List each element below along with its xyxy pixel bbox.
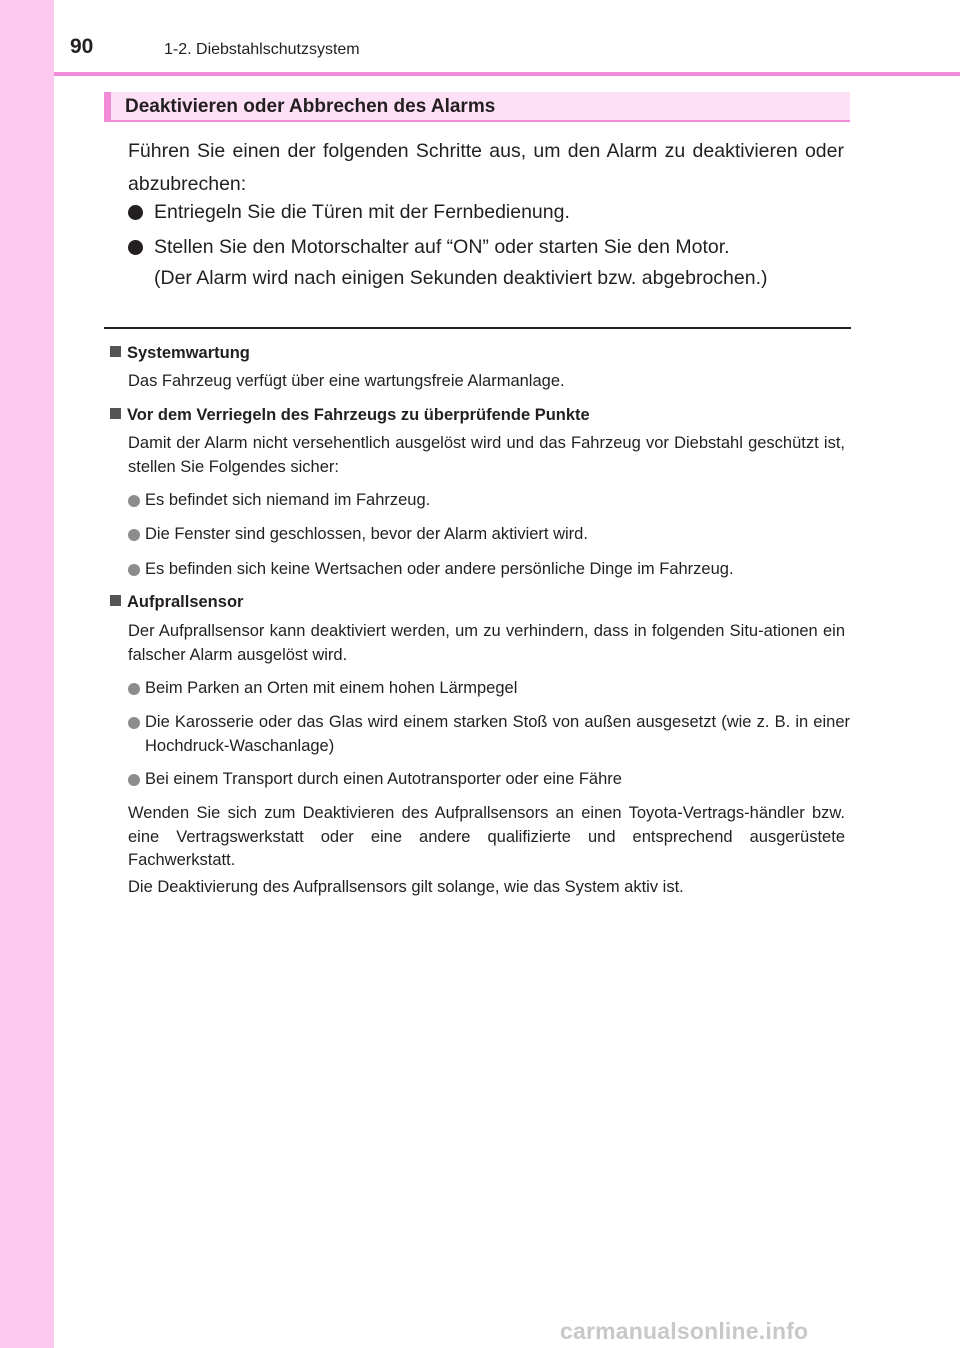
- note-title-text: Systemwartung: [127, 344, 250, 362]
- side-color-band: [0, 0, 54, 1348]
- header-area: [54, 0, 960, 72]
- note-title: [110, 342, 250, 364]
- intro-paragraph: Führen Sie einen der folgenden Schritte aus, um den Alarm zu deaktivieren oder abzubrechen:: [128, 140, 844, 195]
- list-item-text: Entriegeln Sie die Türen mit der Fernbedienung.: [154, 201, 570, 223]
- note-title: [110, 591, 243, 613]
- note-text: Damit der Alarm nicht versehentlich ausgelöst wird und das Fahrzeug vor Diebstahl geschützt ist, stellen Sie Folgendes sicher:: [128, 434, 845, 476]
- list-item-text: Beim Parken an Orten mit einem hohen Lärmpegel: [145, 679, 518, 697]
- watermark: carmanualsonline.info: [560, 1318, 809, 1344]
- list-item-text: Es befinden sich keine Wertsachen oder andere persönliche Dinge im Fahrzeug.: [145, 560, 734, 578]
- divider: [104, 327, 851, 329]
- bullet-icon: [128, 240, 143, 255]
- list-item-text: Bei einem Transport durch einen Autotransporter oder eine Fähre: [145, 770, 622, 788]
- note-title-text: Aufprallsensor: [127, 593, 244, 611]
- square-bullet-icon: [110, 595, 121, 606]
- note-text: Die Deaktivierung des Aufprallsensors gilt solange, wie das System aktiv ist.: [128, 878, 684, 896]
- list-item-text: Es befindet sich niemand im Fahrzeug.: [145, 491, 431, 509]
- list-item-text: Die Fenster sind geschlossen, bevor der Alarm aktiviert wird.: [145, 525, 588, 543]
- page-number: 90: [70, 35, 94, 58]
- bullet-icon: [128, 495, 140, 507]
- header-rule: [54, 72, 960, 76]
- bullet-icon: [128, 717, 140, 729]
- list-item-subtext: (Der Alarm wird nach einigen Sekunden deaktiviert bzw. abgebrochen.): [154, 267, 768, 289]
- bullet-icon: [128, 774, 140, 786]
- note-text: Das Fahrzeug verfügt über eine wartungsfreie Alarmanlage.: [128, 372, 565, 390]
- square-bullet-icon: [110, 408, 121, 419]
- chapter-title: 1-2. Diebstahlschutzsystem: [164, 41, 360, 58]
- bullet-icon: [128, 564, 140, 576]
- bullet-icon: [128, 683, 140, 695]
- note-text: Wenden Sie sich zum Deaktivieren des Aufprallsensors an einen Toyota-Vertrags-händler bzw. eine Vertragswerkstatt oder eine andere qualifizierte und entsprechend ausgerüstete Fachwerkstatt.: [128, 804, 845, 869]
- note-text: Der Aufprallsensor kann deaktiviert werden, um zu verhindern, dass in folgenden Situ-ationen ein falscher Alarm ausgelöst wird.: [128, 622, 845, 664]
- list-item-text: Stellen Sie den Motorschalter auf “ON” oder starten Sie den Motor.: [154, 236, 730, 258]
- bullet-icon: [128, 529, 140, 541]
- bullet-icon: [128, 205, 143, 220]
- list-item-text: Die Karosserie oder das Glas wird einem starken Stoß von außen ausgesetzt (wie z. B. in einer Hochdruck-Waschanlage): [145, 713, 850, 755]
- note-title-text: Vor dem Verriegeln des Fahrzeugs zu überprüfende Punkte: [127, 406, 590, 424]
- section-heading-text: Deaktivieren oder Abbrechen des Alarms: [125, 96, 496, 117]
- square-bullet-icon: [110, 346, 121, 357]
- note-title: [110, 404, 590, 426]
- section-heading: [104, 92, 850, 122]
